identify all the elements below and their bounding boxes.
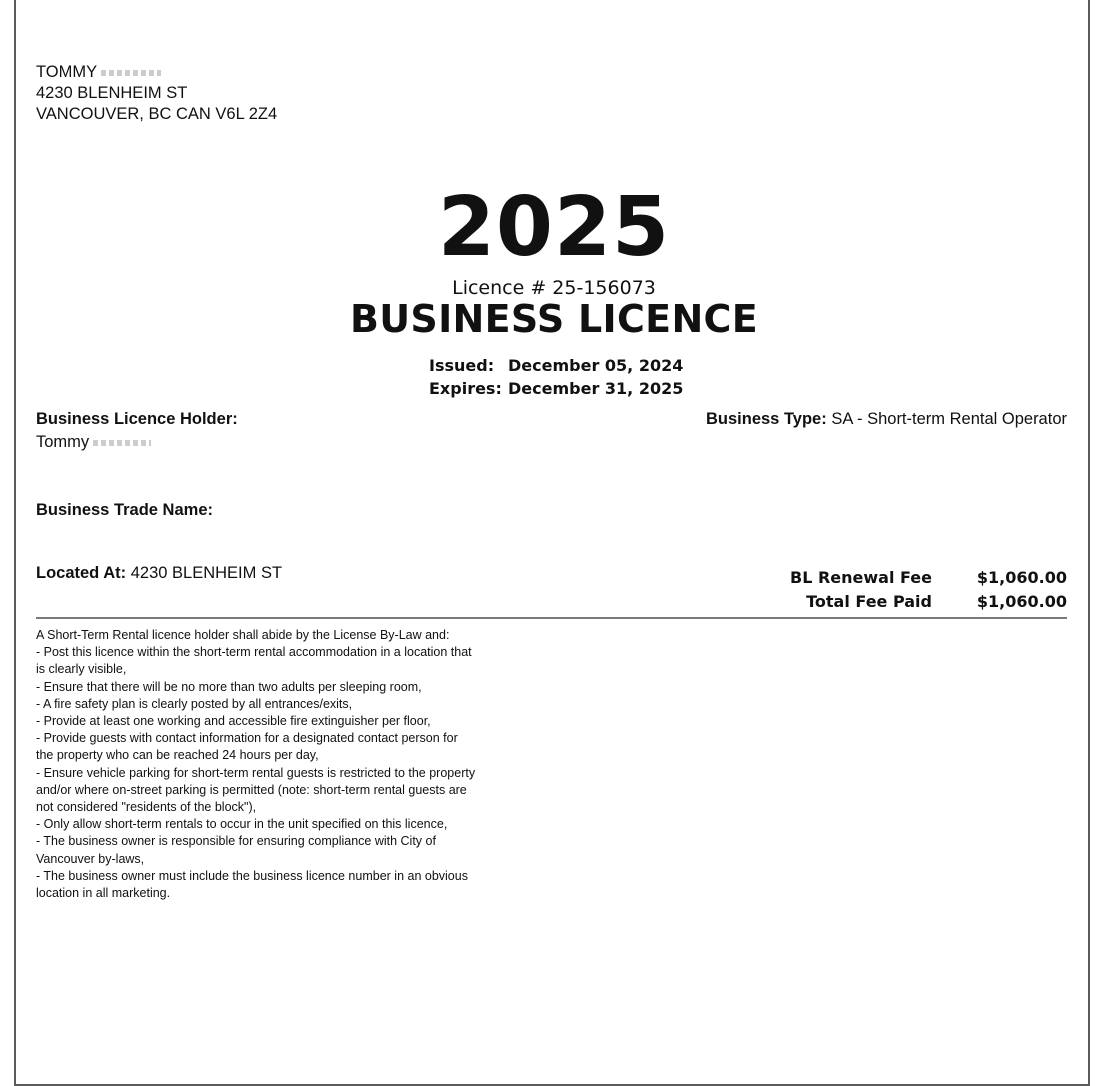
business-type-value: SA - Short-term Rental Operator — [826, 410, 1067, 428]
expires-label: Expires: — [429, 379, 502, 398]
condition-line: - A fire safety plan is clearly posted by all entrances/exits, — [36, 696, 353, 711]
renewal-fee-label: BL Renewal Fee — [790, 568, 932, 587]
section-divider — [36, 617, 1067, 619]
redacted-holder-surname — [93, 440, 151, 446]
condition-line: - Post this licence within the short-term rental accommodation in a location that — [36, 645, 472, 660]
condition-line: - Provide guests with contact information for a designated contact person for — [36, 731, 458, 746]
condition-line: not considered "residents of the block"), — [36, 800, 257, 815]
condition-line: - The business owner is responsible for ensuring compliance with City of — [36, 834, 436, 849]
location — [36, 564, 282, 583]
total-fee-amount: $1,060.00 — [976, 592, 1067, 611]
scan-artifacts — [725, 0, 1025, 2]
condition-line: - Ensure that there will be no more than two adults per sleeping room, — [36, 679, 422, 694]
holder-name-line — [36, 433, 151, 452]
business-type-label: Business Type: — [706, 410, 827, 428]
business-type — [706, 410, 1067, 429]
condition-line: A Short-Term Rental licence holder shall abide by the License By-Law and: — [36, 628, 450, 642]
total-fee-label: Total Fee Paid — [806, 592, 932, 611]
address-street: 4230 BLENHEIM ST — [36, 84, 188, 102]
condition-line: - Only allow short-term rentals to occur in the unit specified on this licence, — [36, 817, 448, 832]
mailing-address — [36, 62, 277, 125]
document-page-border — [14, 0, 1090, 1086]
redacted-surname — [101, 70, 161, 76]
condition-line: - Provide at least one working and accessible fire extinguisher per floor, — [36, 714, 431, 729]
address-city-line: VANCOUVER, BC CAN V6L 2Z4 — [36, 105, 278, 123]
licence-number: Licence # 25-156073 — [452, 277, 656, 299]
expires-date: December 31, 2025 — [508, 379, 684, 398]
licence-dates — [429, 354, 683, 400]
issued-date: December 05, 2024 — [508, 356, 684, 375]
addressee-name: TOMMY — [36, 63, 98, 81]
licence-year: 2025 — [437, 180, 671, 275]
condition-line: location in all marketing. — [36, 886, 171, 901]
location-label: Located At: — [36, 564, 127, 582]
issued-label: Issued: — [429, 356, 495, 375]
condition-line: the property who can be reached 24 hours per day, — [36, 748, 319, 763]
holder-name: Tommy — [36, 433, 90, 451]
renewal-fee-amount: $1,060.00 — [976, 568, 1067, 587]
condition-line: and/or where on-street parking is permitted (note: short-term rental guests are — [36, 782, 467, 797]
fee-summary — [790, 566, 1067, 614]
holder-label: Business Licence Holder: — [36, 410, 238, 428]
trade-name-label: Business Trade Name: — [36, 501, 213, 519]
location-value: 4230 BLENHEIM ST — [126, 564, 283, 582]
licence-conditions — [36, 627, 576, 902]
condition-line: - The business owner must include the business licence number in an obvious — [36, 868, 468, 883]
condition-line: - Ensure vehicle parking for short-term rental guests is restricted to the property — [36, 765, 476, 780]
condition-line: Vancouver by-laws, — [36, 851, 145, 866]
condition-line: is clearly visible, — [36, 662, 127, 677]
document-title: BUSINESS LICENCE — [350, 297, 758, 341]
